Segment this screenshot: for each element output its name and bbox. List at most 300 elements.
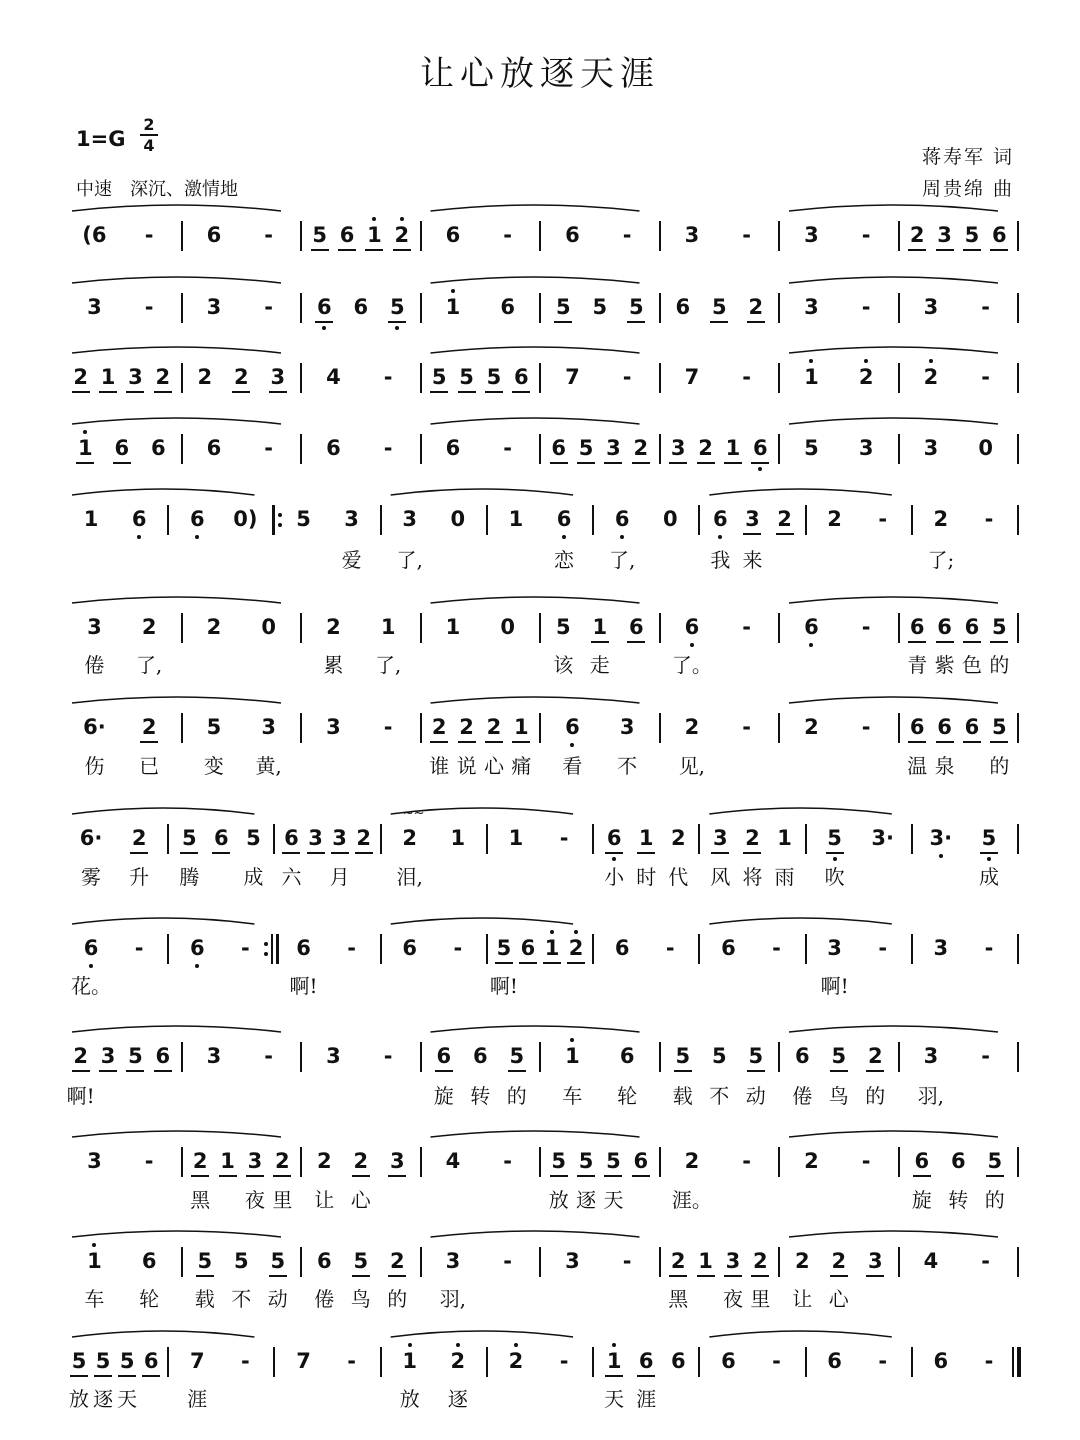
key-signature: 1=G (76, 127, 126, 151)
note: 2 (431, 715, 447, 739)
note: 3 (308, 826, 323, 850)
note: 2 (197, 365, 213, 389)
note: 3· (871, 826, 895, 850)
note: 6 (804, 615, 819, 639)
note: 0 (662, 507, 678, 531)
note: 6 (316, 1249, 332, 1273)
note: - (984, 507, 994, 531)
lyric: 的 (506, 1084, 527, 1108)
note: 2 (389, 1249, 405, 1273)
note: 6 (721, 1349, 736, 1373)
note: 3 (87, 1149, 102, 1173)
note: 5 (95, 1349, 111, 1373)
note: 5 (509, 1044, 525, 1068)
lyric: 心 (350, 1188, 371, 1212)
note: 5 (555, 295, 571, 319)
note: 3 (247, 1149, 263, 1173)
note: 6 (794, 1044, 810, 1068)
note: 3 (606, 436, 621, 460)
note: 2 (909, 223, 925, 247)
note: - (503, 436, 512, 460)
note: - (984, 1349, 994, 1373)
note: 3 (937, 223, 952, 247)
note: 5 (197, 1249, 213, 1273)
note: 6 (206, 436, 222, 460)
note: 6 (909, 615, 925, 639)
note: 6 (514, 365, 529, 389)
lyric: 痛 (511, 754, 532, 778)
note: 5 (296, 507, 311, 531)
note: 3 (206, 295, 222, 319)
lyric: 爱 (341, 548, 362, 572)
note: 5 (711, 295, 727, 319)
note: 2 (745, 826, 760, 850)
note: 2 (233, 365, 249, 389)
note: 6 (114, 436, 130, 460)
note: 6 (670, 1349, 686, 1373)
note: 0) (233, 507, 258, 531)
note: 2 (275, 1149, 290, 1173)
note: 6 (565, 223, 580, 247)
note: 1 (544, 936, 560, 960)
lyric: 说 (456, 754, 477, 778)
note: 5 (270, 1249, 286, 1273)
note: 0 (261, 615, 276, 639)
note: - (622, 365, 632, 389)
note: 2 (131, 826, 147, 850)
note: 1 (638, 826, 654, 850)
note: 4 (923, 1249, 939, 1273)
lyric: 载 (194, 1287, 215, 1311)
note: 6 (753, 436, 768, 460)
note: - (264, 1044, 273, 1068)
note: 6 (206, 223, 222, 247)
note: 3· (929, 826, 953, 850)
note: 5 (711, 1044, 727, 1068)
note: 1 (450, 826, 466, 850)
lyric: 泉 (934, 754, 955, 778)
note: 6 (316, 295, 332, 319)
note: 3 (565, 1249, 580, 1273)
note: - (559, 826, 569, 850)
note: - (981, 1044, 990, 1068)
note: 2 (141, 715, 157, 739)
note: 2 (748, 295, 764, 319)
note: 1 (508, 507, 524, 531)
note: 2 (316, 1149, 332, 1173)
note: 6 (614, 507, 630, 531)
lyric: 花。 (71, 974, 112, 998)
note: 5 (71, 1349, 87, 1373)
lyric: 黄, (255, 754, 282, 778)
note: 1 (445, 615, 461, 639)
lyric: 涯 (636, 1387, 657, 1411)
lyric: 涯。 (671, 1188, 712, 1212)
song-title: 让心放逐天涯 (420, 54, 660, 94)
note: 4 (326, 365, 341, 389)
lyric: 夜 (244, 1188, 265, 1212)
note: 2 (753, 1249, 768, 1273)
lyric: 让 (314, 1188, 335, 1212)
note: 2 (450, 1349, 466, 1373)
note: 6 (937, 715, 952, 739)
lyric: 吹 (824, 865, 845, 889)
note: 0 (450, 507, 466, 531)
note: 2 (670, 1249, 686, 1273)
note: 3 (804, 223, 819, 247)
note: - (347, 936, 356, 960)
lyric: 放 (399, 1387, 420, 1411)
note: 6 (189, 507, 205, 531)
lyric: 风 (710, 865, 731, 889)
note: 6 (445, 436, 461, 460)
note: 5 (964, 223, 980, 247)
lyric: 的 (387, 1287, 408, 1311)
note: 2 (858, 365, 874, 389)
note: - (453, 936, 463, 960)
note: 1 (100, 365, 116, 389)
lyric: 了, (608, 548, 636, 572)
lyric: 载 (672, 1084, 693, 1108)
lyric: 让 (792, 1287, 813, 1311)
note: 6 (684, 615, 700, 639)
lyric: 来 (742, 548, 763, 572)
note: 6 (933, 1349, 949, 1373)
note: 5 (992, 615, 1007, 639)
lyric: 心 (828, 1287, 849, 1311)
note: 3 (100, 1044, 116, 1068)
lyric: 黑 (190, 1188, 211, 1212)
note: 6 (131, 507, 147, 531)
lyric: 轮 (617, 1084, 638, 1108)
note: - (347, 1349, 356, 1373)
lyric: 鸟 (828, 1084, 849, 1108)
note: 6 (143, 1349, 159, 1373)
note: 2 (831, 1249, 847, 1273)
note: 3 (923, 1044, 939, 1068)
note: 3 (206, 1044, 222, 1068)
note: - (772, 936, 781, 960)
note: 6 (909, 715, 925, 739)
lyric: 见, (678, 754, 706, 778)
note: 5 (748, 1044, 764, 1068)
lyric: 了。 (671, 653, 712, 677)
note: 3 (270, 365, 286, 389)
lyric: 了, (396, 548, 423, 572)
note: 1 (592, 615, 608, 639)
lyric: 已 (139, 754, 160, 778)
note: 2 (394, 223, 410, 247)
note: 2 (192, 1149, 208, 1173)
note: 3 (745, 507, 760, 531)
note: - (503, 223, 512, 247)
note: 6 (556, 507, 572, 531)
note: 2 (804, 715, 819, 739)
note: 3 (128, 365, 143, 389)
note: - (981, 1249, 990, 1273)
note: 2 (923, 365, 939, 389)
lyric: 倦 (314, 1287, 335, 1311)
lyric: 伤 (84, 754, 105, 778)
note: 3 (261, 715, 276, 739)
lyric: 了, (374, 653, 402, 677)
note: - (144, 295, 154, 319)
note: - (861, 1149, 871, 1173)
lyric: 时 (636, 865, 657, 889)
note: 1 (508, 826, 524, 850)
note: - (861, 615, 871, 639)
note: 5 (206, 715, 222, 739)
lyric: 看 (562, 754, 583, 778)
note: 5 (675, 1044, 691, 1068)
note: 6 (500, 295, 515, 319)
lyric: 倦 (792, 1084, 813, 1108)
lyric: 倦 (84, 653, 105, 677)
note: 3 (87, 615, 102, 639)
note: 6 (189, 936, 205, 960)
note: 2 (353, 1149, 369, 1173)
note: 6 (638, 1349, 654, 1373)
note: 6 (565, 715, 580, 739)
note: 1 (804, 365, 819, 389)
lyric: 走 (589, 653, 610, 677)
lyric: 温 (907, 754, 928, 778)
note: 1 (220, 1149, 235, 1173)
lyric: 了, (135, 653, 163, 677)
note: 2 (804, 1149, 819, 1173)
lyric: 紫 (934, 653, 955, 677)
note: 3 (445, 1249, 461, 1273)
lyric: 的 (984, 1188, 1005, 1212)
note: 5 (992, 715, 1007, 739)
note: 3 (684, 223, 700, 247)
note: 2 (73, 1044, 88, 1068)
note: 1 (777, 826, 792, 850)
note: 2 (402, 826, 418, 850)
note: - (742, 715, 751, 739)
note: 6 (964, 615, 980, 639)
note: 6 (402, 936, 418, 960)
note: - (861, 223, 871, 247)
note: 5 (431, 365, 447, 389)
note: 6· (83, 715, 106, 739)
lyric: 啊! (820, 974, 849, 998)
note: 2 (827, 507, 842, 531)
note: 5 (578, 1149, 594, 1173)
note: 6 (326, 436, 341, 460)
lyric: 涯 (187, 1387, 208, 1411)
lyric: 月 (329, 865, 350, 889)
note: 6 (950, 1149, 966, 1173)
note: 2 (508, 1349, 524, 1373)
note: - (264, 295, 273, 319)
note: 1 (698, 1249, 713, 1273)
note: 6 (992, 223, 1007, 247)
note: 3 (923, 295, 939, 319)
note: 5 (578, 436, 594, 460)
lyric: 不 (709, 1084, 730, 1108)
note: 5 (804, 436, 819, 460)
note: 6 (675, 295, 691, 319)
note: - (383, 1044, 393, 1068)
lyric: 泪, (396, 865, 423, 889)
note: 2 (684, 715, 700, 739)
lyric: 动 (267, 1287, 288, 1311)
note: - (772, 1349, 781, 1373)
note: 1 (87, 1249, 102, 1273)
note: 6 (721, 936, 736, 960)
note: 2 (206, 615, 222, 639)
lyric: 雾 (81, 865, 102, 889)
note: 6 (83, 936, 99, 960)
note: - (981, 295, 990, 319)
note: 6 (284, 826, 299, 850)
note: 1 (367, 223, 382, 247)
lyric: 车 (562, 1084, 583, 1108)
note: - (622, 223, 632, 247)
note: 5 (981, 826, 997, 850)
lyric: 转 (948, 1188, 969, 1212)
lyric: 车 (84, 1287, 105, 1311)
lyric: 成 (978, 865, 999, 889)
note: 2 (568, 936, 584, 960)
meter-bottom: 4 (143, 136, 155, 155)
note: - (861, 715, 871, 739)
note: 5 (119, 1349, 135, 1373)
note: 5 (827, 826, 842, 850)
note: 1 (83, 507, 99, 531)
composer-credit: 周贵绵 曲 (921, 178, 1014, 200)
lyric: 轮 (139, 1287, 160, 1311)
note: 3 (619, 715, 635, 739)
lyric: 不 (231, 1287, 252, 1311)
note: 1 (380, 615, 396, 639)
note: - (742, 365, 751, 389)
slur (72, 1331, 254, 1337)
note: - (264, 223, 273, 247)
lyric: 谁 (429, 754, 450, 778)
note: 3 (827, 936, 842, 960)
lyric: 成 (243, 865, 264, 889)
note: 3 (804, 295, 819, 319)
lyric: 啊! (489, 974, 518, 998)
note: 6 (520, 936, 536, 960)
note: 1 (445, 295, 461, 319)
lyric: 天 (603, 1188, 624, 1212)
lyric: 小 (604, 865, 625, 889)
note: 1 (725, 436, 741, 460)
lyric: 该 (553, 653, 574, 677)
lyric: 旋 (911, 1188, 932, 1212)
lyric: 代 (668, 865, 689, 889)
note: 6 (619, 1044, 635, 1068)
note: 0 (500, 615, 515, 639)
note: 5 (389, 295, 405, 319)
note: - (861, 295, 871, 319)
lyric: 天 (604, 1387, 625, 1411)
note: 1 (565, 1044, 580, 1068)
lyric: 恋 (554, 548, 575, 572)
note: 2 (794, 1249, 810, 1273)
note: - (984, 936, 994, 960)
note: 3 (326, 1044, 341, 1068)
note: - (742, 615, 751, 639)
note: 7 (565, 365, 580, 389)
lyric: 腾 (179, 865, 200, 889)
note: 3 (87, 295, 102, 319)
note: - (383, 436, 393, 460)
lyric: 逐 (93, 1387, 114, 1411)
note: - (878, 1349, 888, 1373)
note: 6 (914, 1149, 930, 1173)
note: - (878, 936, 888, 960)
note: 2 (326, 615, 341, 639)
note: 3 (332, 826, 347, 850)
lyric: 了; (927, 548, 955, 572)
lyric: 里 (750, 1287, 771, 1311)
note: 6 (614, 936, 630, 960)
note: 3 (923, 436, 939, 460)
lyric: 的 (989, 653, 1010, 677)
lyric: 放 (69, 1387, 90, 1411)
note: 5 (551, 1149, 566, 1173)
note: 3 (389, 1149, 405, 1173)
lyric: 累 (323, 653, 344, 677)
note: 5 (181, 826, 197, 850)
note: 3 (725, 1249, 741, 1273)
note: 5 (459, 365, 474, 389)
lyric: 升 (129, 865, 150, 889)
note: 5 (592, 295, 608, 319)
note: - (383, 715, 393, 739)
lyric: 旋 (433, 1084, 454, 1108)
slur (391, 1331, 573, 1337)
note: 7 (189, 1349, 205, 1373)
lyric: 啊! (289, 974, 318, 998)
lyric: 天 (117, 1387, 138, 1411)
lyric: 变 (203, 754, 224, 778)
note: - (241, 1349, 250, 1373)
note: 0 (978, 436, 993, 460)
note: 6 (339, 223, 355, 247)
note: 7 (684, 365, 700, 389)
note: 3 (326, 715, 341, 739)
note: 6 (353, 295, 369, 319)
note: - (878, 507, 888, 531)
lyric: 心 (483, 754, 504, 778)
note: 6 (827, 1349, 842, 1373)
note: 4 (445, 1149, 461, 1173)
mordent-mark: ~~ (402, 806, 425, 821)
note: 3 (858, 436, 874, 460)
note: 3 (344, 507, 359, 531)
lyric: 夜 (722, 1287, 743, 1311)
note: 5 (831, 1044, 847, 1068)
note: - (503, 1249, 512, 1273)
note: 2 (670, 826, 686, 850)
note: 2 (867, 1044, 883, 1068)
note: - (559, 1349, 569, 1373)
note: - (622, 1249, 632, 1273)
note: - (503, 1149, 512, 1173)
lyric: 羽, (439, 1287, 467, 1311)
note: 6 (472, 1044, 488, 1068)
lyric: 我 (710, 548, 731, 572)
lyric: 逐 (576, 1188, 597, 1212)
note: 1 (77, 436, 93, 460)
note: 5 (128, 1044, 143, 1068)
note: 2 (73, 365, 88, 389)
